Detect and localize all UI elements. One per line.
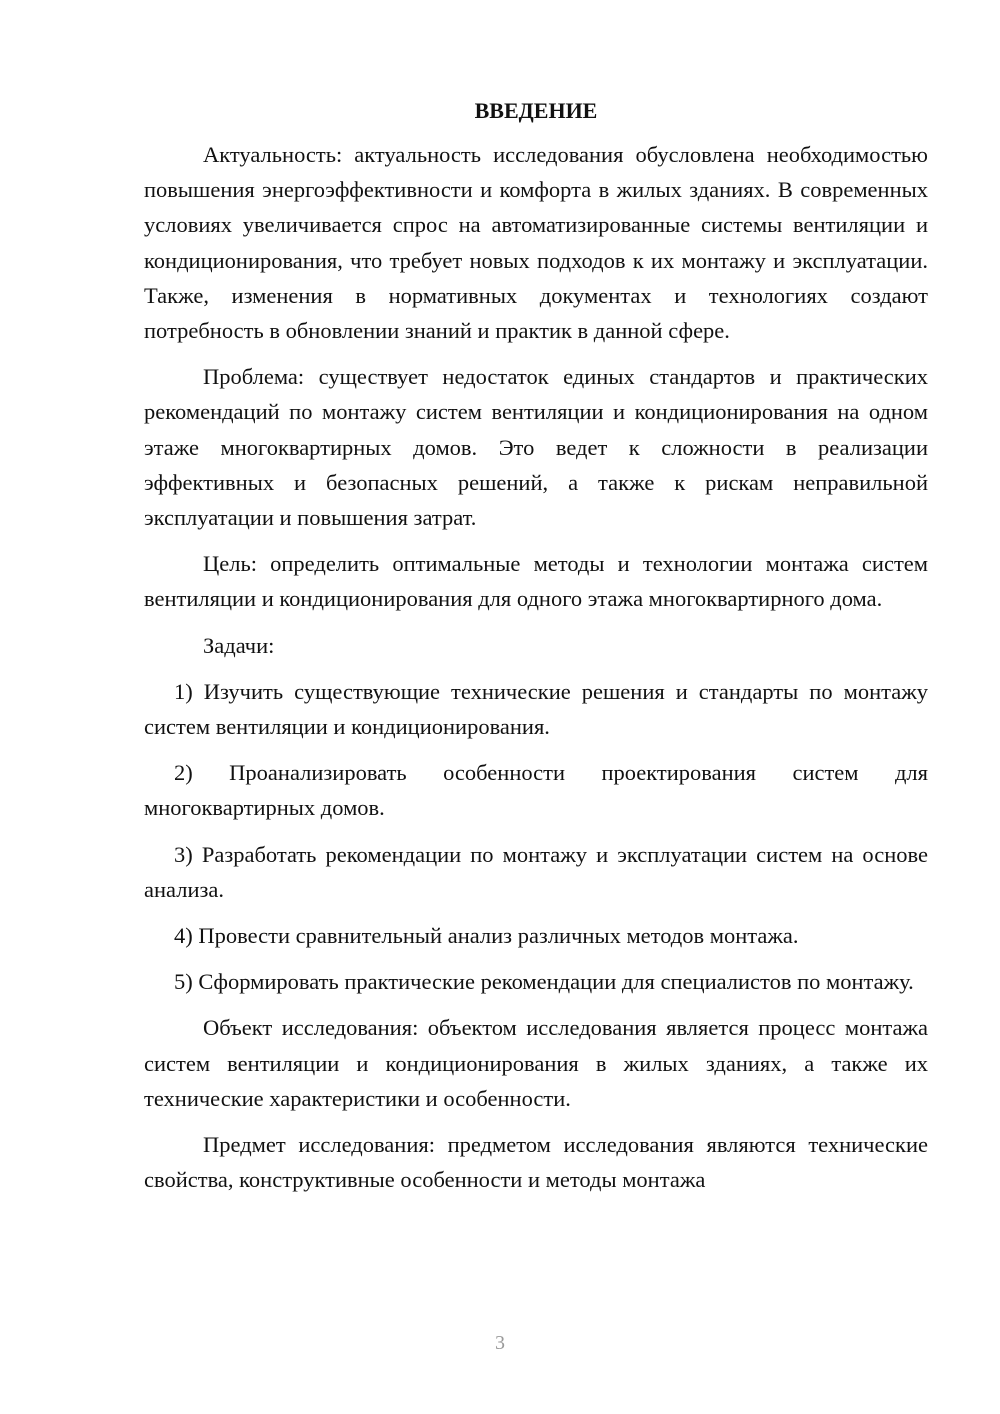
task-item-5: 5) Сформировать практические рекомендации для специалистов по монтажу. [174, 969, 914, 995]
task-item-4: 4) Провести сравнительный анализ различных методов монтажа. [174, 923, 799, 949]
problem-paragraph: Проблема: существует недостаток единых стандартов и практических рекомендаций по монтажу систем вентиляции и кондиционирования на одном этаже многоквартирных домов. Это ведет к сложности в реализации эффективных и безопасных решений, а также к рискам неправильной эксплуатации и повышения затрат. [144, 364, 928, 531]
page-content [144, 95, 928, 1208]
goal-paragraph: Цель: определить оптимальные методы и технологии монтажа систем вентиляции и кондиционирования для одного этажа многоквартирного дома. [144, 551, 928, 612]
subject-paragraph: Предмет исследования: предметом исследования являются технические свойства, конструктивные особенности и методы монтажа [144, 1132, 928, 1193]
task-item-2: 2) Проанализировать особенности проектирования систем для многоквартирных домов. [144, 760, 928, 821]
section-heading: ВВЕДЕНИЕ [474, 98, 598, 123]
page-number: 3 [495, 1332, 505, 1354]
object-paragraph: Объект исследования: объектом исследования является процесс монтажа систем вентиляции и кондиционирования в жилых зданиях, а также их технические характеристики и особенности. [144, 1015, 928, 1111]
tasks-label: Задачи: [203, 632, 275, 658]
tasks-list [144, 674, 928, 1000]
task-item-3: 3) Разработать рекомендации по монтажу и эксплуатации систем на основе анализа. [144, 841, 928, 902]
task-item-1: 1) Изучить существующие технические решения и стандарты по монтажу систем вентиляции и кондиционирования. [144, 678, 928, 740]
relevance-paragraph: Актуальность: актуальность исследования обусловлена необходимостью повышения энергоэффективности и комфорта в жилых зданиях. В современных условиях увеличивается спрос на автоматизированные системы вентиляции и кондиционирования, что требует новых подходов к их монтажу и эксплуатации. Также, изменения в нормативных документах и технологиях создают потребность в обновлении знаний и практик в данной сфере. [144, 142, 928, 344]
